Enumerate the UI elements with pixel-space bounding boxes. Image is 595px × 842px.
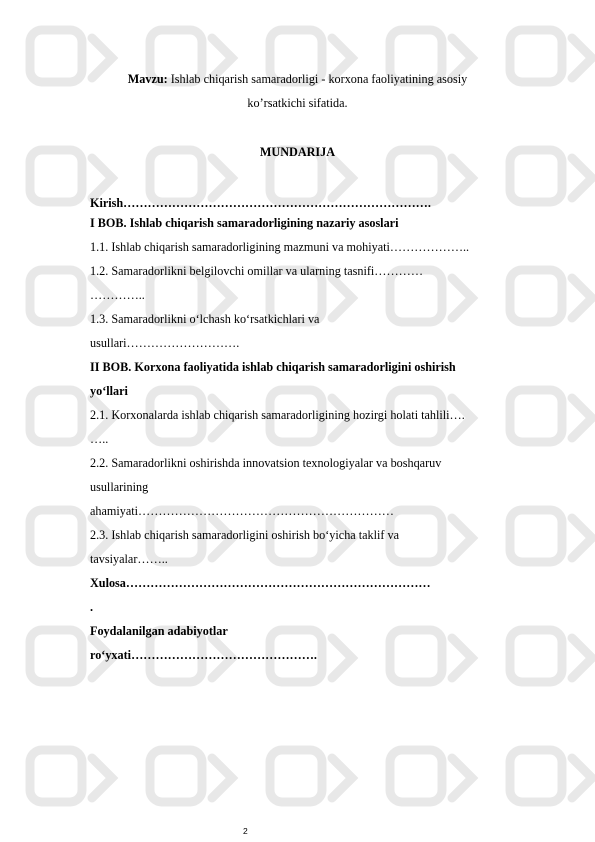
toc-entry: ro‘yxati………………………………………. xyxy=(90,648,317,662)
toc-entry: ahamiyati……………………………………………………… xyxy=(90,504,394,518)
toc-entry: ….. xyxy=(90,432,109,446)
toc-entry: tavsiyalar…….. xyxy=(90,552,168,566)
title-line-2: ko’rsatkichi sifatida. xyxy=(247,96,348,110)
toc-heading: MUNDARIJA xyxy=(259,145,336,159)
toc-entry: . xyxy=(90,600,94,614)
toc-entry: Xulosa………………………………………………………………… xyxy=(90,576,431,590)
page-number: 2 xyxy=(243,826,248,836)
toc-entry: ………….. xyxy=(90,288,145,302)
toc-entry: 1.3. Samaradorlikni o‘lchash ko‘rsatkichlari va xyxy=(90,312,320,326)
title-text: Ishlab chiqarish samaradorligi - korxona faoliyatining asosiy xyxy=(170,72,468,86)
toc-entry: Kirish…………………………………………………………………. xyxy=(90,196,431,210)
toc-entry: yo‘llari xyxy=(90,384,128,398)
title-line-1 xyxy=(0,72,595,87)
toc-entry: 1.2. Samaradorlikni belgilovchi omillar va ularning tasnifi………… xyxy=(90,264,424,278)
toc-entry: 2.2. Samaradorlikni oshirishda innovatsion texnologiyalar va boshqaruv xyxy=(90,456,442,470)
toc-entry: 2.3. Ishlab chiqarish samaradorligini oshirish bo‘yicha taklif va xyxy=(90,528,400,542)
toc-entry: usullari………………………. xyxy=(90,336,240,350)
title-label: Mavzu: xyxy=(127,72,168,86)
toc-entry: Foydalanilgan adabiyotlar xyxy=(90,624,228,638)
toc-entry: 2.1. Korxonalarda ishlab chiqarish samaradorligining hozirgi holati tahlili…. xyxy=(90,408,465,422)
toc-entry: II BOB. Korxona faoliyatida ishlab chiqarish samaradorligini oshirish xyxy=(90,360,456,374)
toc-entry: I BOB. Ishlab chiqarish samaradorligining nazariy asoslari xyxy=(90,216,399,230)
toc-entry: usullarining xyxy=(90,480,149,494)
toc-entry: 1.1. Ishlab chiqarish samaradorligining mazmuni va mohiyati……………….. xyxy=(90,240,470,254)
